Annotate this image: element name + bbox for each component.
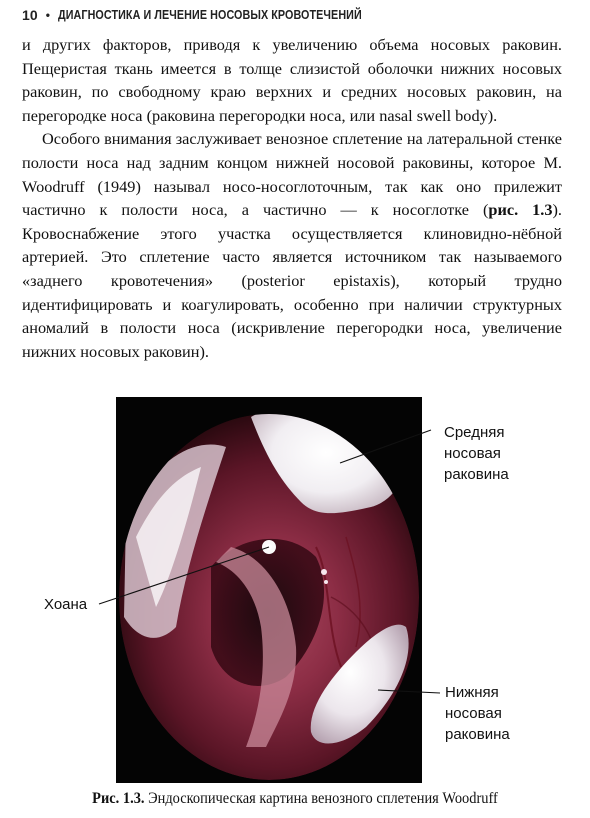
header-bullet: • [45,8,51,22]
label-middle-turbinate-line-1: Средняя [444,424,505,441]
label-inferior-turbinate-line-2: носовая [445,705,502,722]
caption-number: Рис. 1.3. [92,790,145,807]
figure-reference: рис. 1.3 [488,200,553,220]
label-inferior-turbinate-line-3: раковина [445,726,510,743]
paragraph-1: и других факторов, приводя к увеличению объема носовых раковин. Пещеристая ткань имеется в толще слизистой оболочки нижних носовых раковин, по свободному краю верхних и средних носовых раковин, на перегородке носа (раковина перегородки носа, или nasal swell body). [22,35,562,125]
endoscopic-image [116,397,422,783]
paragraph-2-start: Особого внимания заслуживает венозное сплетение на латеральной стенке полости носа над задним концом нижней носовой раковины, которое M. Woodruff (1949) называл носо-носоглоточным, так как оно прилежит частично к полости носа, а частично — к носоглотке ( [22,129,562,220]
figure-caption [21,790,570,808]
running-title: ДИАГНОСТИКА И ЛЕЧЕНИЕ НОСОВЫХ КРОВОТЕЧЕНИЙ [58,8,362,22]
paragraph-2-end: ). Кровоснабжение этого участка осуществляется клиновидно-нёбной артерией. Это сплетение часто является источником так называемого «заднего кровотечения» (posterior epistaxis), который трудно идентифицировать и коагулировать, особенно при наличии структурных аномалий в полости носа (искривление перегородки носа, увеличение нижних носовых раковин). [22,200,562,361]
label-middle-turbinate [444,422,509,485]
body-text [22,33,562,363]
label-middle-turbinate-line-2: носовая [444,445,501,462]
caption-text: Эндоскопическая картина венозного сплетения Woodruff [144,790,498,807]
label-inferior-turbinate [445,682,510,745]
endoscopic-photo [116,397,422,783]
paragraph-2 [22,127,562,363]
label-middle-turbinate-line-3: раковина [444,466,509,483]
label-inferior-turbinate-line-1: Нижняя [445,684,499,701]
running-header [22,4,562,26]
page-number: 10 [22,7,38,23]
label-choana: Хоана [44,596,88,613]
